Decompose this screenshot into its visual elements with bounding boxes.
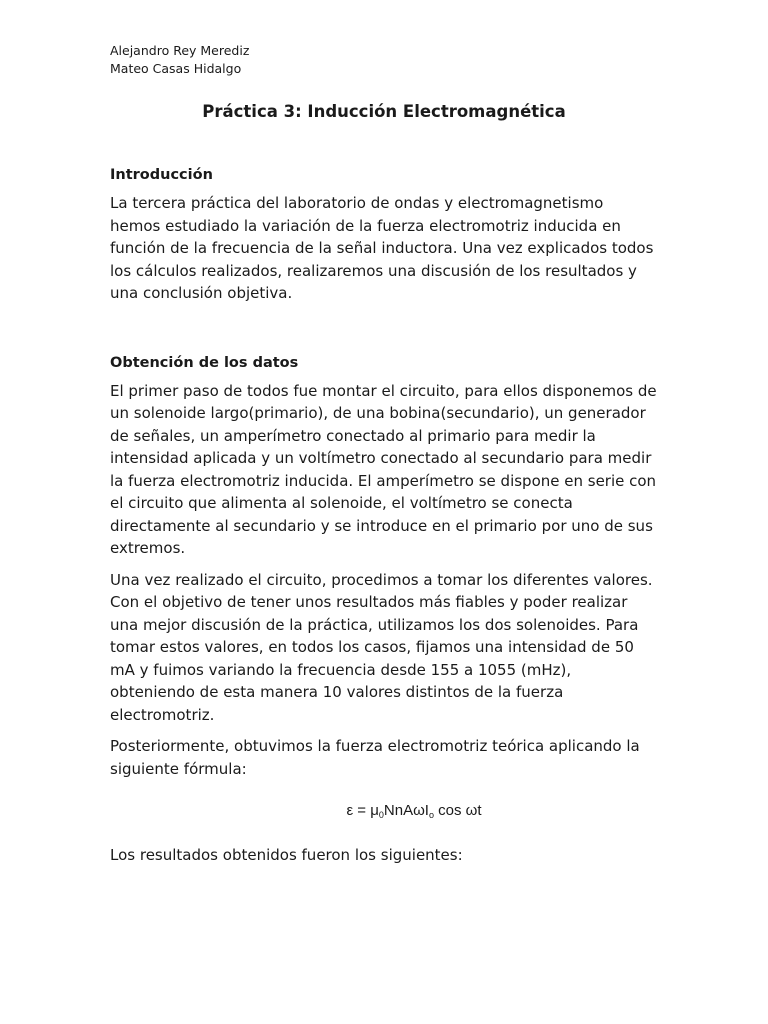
paragraph-introduccion: La tercera práctica del laboratorio de ondas y electromagnetismo hemos estudiado la variación de la fuerza electromotriz inducida en función de la frecuencia de la señal inductora. Una vez explicados todos los cálculos realizados, realizaremos una discusión de los resultados y una conclusión objetiva. xyxy=(110,194,654,302)
emf-formula xyxy=(110,802,658,820)
formula-middle: NnAωI xyxy=(383,802,429,819)
paragraph-formula-intro: Posteriormente, obtuvimos la fuerza electromotriz teórica aplicando la siguiente fórmula: xyxy=(110,737,640,778)
formula-lhs: ε = μ xyxy=(346,802,379,819)
formula-subscript-zero: 0 xyxy=(378,810,384,820)
section-heading-obtencion-datos: Obtención de los datos xyxy=(110,354,299,371)
paragraph-montaje-circuito: El primer paso de todos fue montar el circuito, para ellos disponemos de un solenoide largo(primario), de una bobina(secundario), un generador de señales, un amperímetro conectado al primario para medir la intensidad aplicada y un voltímetro conectado al secundario para medir la fuerza electromotriz inducida. El amperímetro se dispone en serie con el circuito que alimenta al solenoide, el voltímetro se conecta directamente al secundario y se introduce en el primario por uno de sus extremos. xyxy=(110,381,657,557)
author-list xyxy=(110,42,658,78)
author-name: Alejandro Rey Merediz xyxy=(110,43,250,58)
paragraph-toma-valores: Una vez realizado el circuito, procedimos a tomar los diferentes valores. Con el objetivo de tener unos resultados más fiables y poder realizar una mejor discusión de la práctica, utilizamos los dos solenoides. Para tomar estos valores, en todos los casos, fijamos una intensidad de 50 mA y fuimos variando la frecuencia desde 155 a 1055 (mHz), obteniendo de esta manera 10 valores distintos de la fuerza electromotriz. xyxy=(110,570,653,724)
formula-rhs: cos ωt xyxy=(433,802,482,819)
section-heading-introduccion: Introducción xyxy=(110,167,213,183)
author-name: Mateo Casas Hidalgo xyxy=(110,61,242,76)
document-title: Práctica 3: Inducción Electromagnética xyxy=(202,102,566,121)
formula-subscript-o: o xyxy=(428,810,434,820)
paragraph-resultados: Los resultados obtenidos fueron los siguientes: xyxy=(110,846,463,864)
